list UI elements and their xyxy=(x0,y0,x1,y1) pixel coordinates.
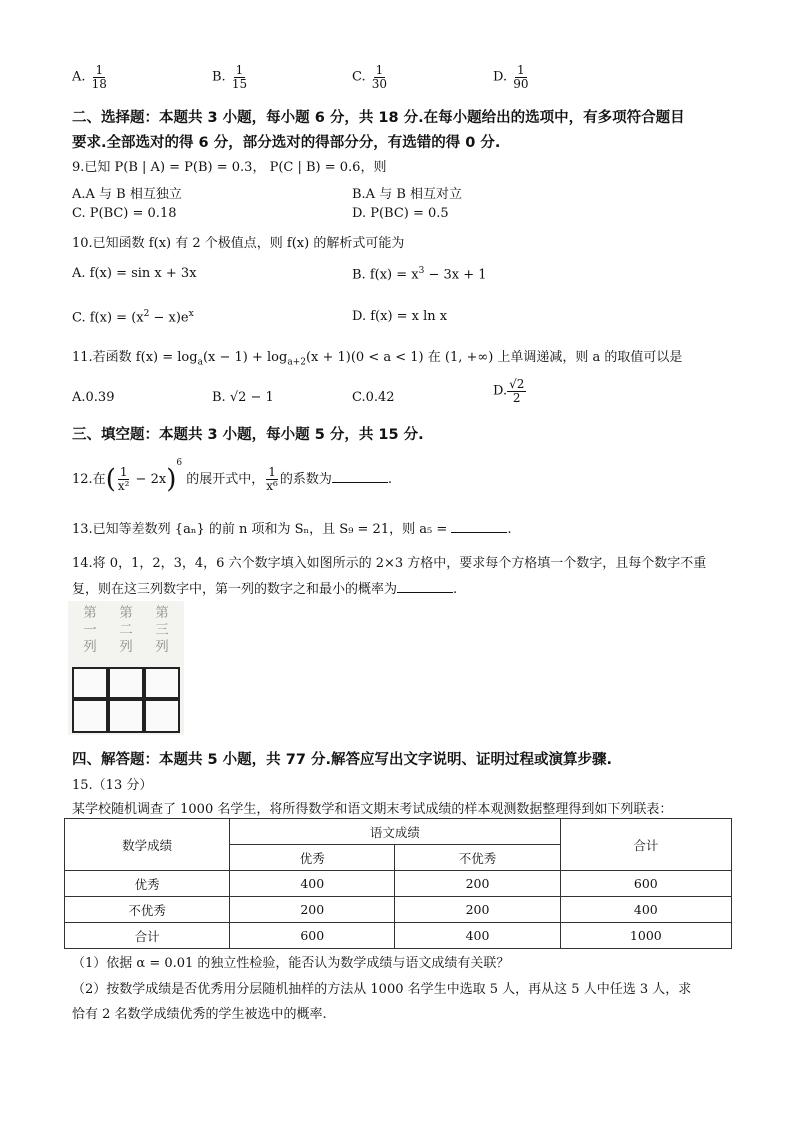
section2-heading-line1: 二、选择题：本题共 3 小题，每小题 6 分，共 18 分.在每小题给出的选项中，有多项符合题目 xyxy=(72,110,685,126)
grid-cell xyxy=(144,667,180,699)
q15-part2-line1: （2）按数学成绩是否优秀用分层随机抽样的方法从 1000 名学生中选取 5 人，再从这 5 人中任选 3 人，求 xyxy=(72,982,692,997)
q8-option-b xyxy=(212,64,249,90)
column-header: 第 三 列 xyxy=(155,605,169,655)
option-label: D. xyxy=(493,69,508,85)
q10-option-d: D. f(x) = x ln x xyxy=(352,309,448,324)
grid-cell xyxy=(144,699,180,733)
answer-blank xyxy=(451,520,507,533)
table-cell: 优秀 xyxy=(65,871,230,897)
q9-option-a: A.A 与 B 相互独立 xyxy=(72,187,182,202)
exponent: 6 xyxy=(176,458,183,468)
table-cell: 600 xyxy=(560,871,731,897)
fraction xyxy=(264,466,280,492)
option-c-prefix: C. f(x) = (x xyxy=(72,310,144,326)
table-row xyxy=(65,897,732,923)
section4-heading: 四、解答题：本题共 5 小题，共 77 分.解答应写出文字说明、证明过程或演算步骤. xyxy=(72,752,612,768)
column-header: 第 一 列 xyxy=(83,605,97,655)
table-cell: 400 xyxy=(560,897,731,923)
denominator: 15 xyxy=(231,76,248,91)
fraction xyxy=(90,64,109,90)
q11-option-c: C.0.42 xyxy=(352,390,395,405)
q14-line2 xyxy=(72,578,457,597)
q15-intro: 某学校随机调查了 1000 名学生，将所得数学和语文期末考试成绩的样本观测数据整理得到如下列联表： xyxy=(72,802,673,817)
option-label: D. xyxy=(493,383,508,399)
q10-option-c xyxy=(72,309,194,325)
denominator: 90 xyxy=(513,76,529,91)
q8-option-c xyxy=(352,64,389,90)
q14-end: . xyxy=(453,582,458,597)
table-cell: 200 xyxy=(230,897,395,923)
q11-option-d xyxy=(493,378,526,404)
q14-line1: 14.将 0，1，2，3，4，6 六个数字填入如图所示的 2×3 方格中，要求每个方格填一个数字，且每个数字不重 xyxy=(72,556,707,571)
numerator: 1 xyxy=(119,465,128,480)
fraction xyxy=(507,378,526,404)
q8-option-a xyxy=(72,64,109,90)
q10-stem: 10.已知函数 f(x) 有 2 个极值点，则 f(x) 的解析式可能为 xyxy=(72,236,405,251)
denominator: 18 xyxy=(91,76,107,91)
q11-stem xyxy=(72,346,682,368)
numerator: 1 xyxy=(517,63,525,77)
table-header-row xyxy=(65,819,732,845)
option-label: A. xyxy=(72,69,86,85)
q12-line xyxy=(72,458,392,493)
numerator: √2 xyxy=(509,377,525,391)
q14-line2-text: 复，则在这三列数字中，第一列的数字之和最小的概率为 xyxy=(72,582,398,597)
table-cell: 1000 xyxy=(560,923,731,949)
q12-mid: 的展开式中， xyxy=(186,472,265,487)
q13-line xyxy=(72,518,512,537)
subheader-excellent: 优秀 xyxy=(230,845,395,871)
q11-stem-pre: 11.若函数 f(x) = log xyxy=(72,350,198,365)
numerator: 1 xyxy=(95,63,104,77)
table-row xyxy=(65,871,732,897)
table-cell: 400 xyxy=(230,871,395,897)
exponent: x xyxy=(188,309,194,319)
exponent: 2 xyxy=(143,309,150,319)
denominator: 2 xyxy=(512,390,521,405)
q12-post: 的系数为 xyxy=(279,472,332,487)
grid-cell xyxy=(72,667,108,699)
q12-end: . xyxy=(387,472,392,487)
right-paren: ) xyxy=(166,464,177,495)
subheader-not-excellent: 不优秀 xyxy=(395,845,560,871)
fraction xyxy=(230,64,249,90)
q15-part2-line2: 恰有 2 名数学成绩优秀的学生被选中的概率. xyxy=(72,1007,327,1022)
fraction xyxy=(511,64,530,90)
option-c-mid: − x)e xyxy=(149,310,189,326)
q9-option-c: C. P(BC) = 0.18 xyxy=(72,206,177,221)
denominator: 30 xyxy=(371,76,388,91)
numerator: 1 xyxy=(375,63,384,77)
answer-blank xyxy=(332,470,388,483)
denominator: x² xyxy=(117,479,130,493)
q13-end: . xyxy=(507,522,512,537)
section3-heading: 三、填空题：本题共 3 小题，每小题 5 分，共 15 分. xyxy=(72,427,424,443)
q12-pre: 12.在 xyxy=(72,472,106,487)
q13-text: 13.已知等差数列 {aₙ} 的前 n 项和为 Sₙ，且 S₉ = 21，则 a₅ = xyxy=(72,522,448,537)
header-math: 数学成绩 xyxy=(65,819,230,871)
left-paren: ( xyxy=(105,464,116,495)
q10-option-a: A. f(x) = sin x + 3x xyxy=(72,266,197,281)
q14-grid-figure xyxy=(68,601,184,735)
log-base: a+2 xyxy=(287,357,306,368)
header-total: 合计 xyxy=(560,819,731,871)
q12-minus: − 2x xyxy=(131,472,167,487)
q11-stem-mid: (x − 1) + log xyxy=(202,350,288,365)
table-row xyxy=(65,923,732,949)
grid-cell xyxy=(72,699,108,733)
exponent: 3 xyxy=(418,266,425,276)
numerator: 1 xyxy=(268,465,276,480)
q11-option-b: B. √2 − 1 xyxy=(212,390,274,405)
fraction xyxy=(370,64,389,90)
denominator: x⁶ xyxy=(266,479,278,493)
q9-option-d: D. P(BC) = 0.5 xyxy=(352,206,449,221)
q11-option-a: A.0.39 xyxy=(72,390,115,405)
q15-part1: （1）依据 α = 0.01 的独立性检验，能否认为数学成绩与语文成绩有关联？ xyxy=(72,956,510,971)
grid-cell xyxy=(108,667,144,699)
header-chinese: 语文成绩 xyxy=(230,819,561,845)
option-b-suffix: − 3x + 1 xyxy=(424,267,487,283)
numerator: 1 xyxy=(235,63,244,77)
option-label: B. xyxy=(212,69,226,85)
fraction xyxy=(116,466,132,492)
table-cell: 不优秀 xyxy=(65,897,230,923)
table-cell: 200 xyxy=(395,871,560,897)
q9-option-b: B.A 与 B 相互对立 xyxy=(352,187,463,202)
table-cell: 400 xyxy=(395,923,560,949)
table-cell: 600 xyxy=(230,923,395,949)
q9-stem: 9.已知 P(B | A) = P(B) = 0.3， P(C | B) = 0.6，则 xyxy=(72,160,387,175)
section2-heading-line2: 要求.全部选对的得 6 分，部分选对的得部分分，有选错的得 0 分. xyxy=(72,135,501,151)
grid-cell xyxy=(108,699,144,733)
column-header: 第 二 列 xyxy=(119,605,133,655)
q15-title: 15.（13 分） xyxy=(72,778,153,793)
log-base: a xyxy=(197,357,203,368)
q10-option-b xyxy=(352,266,487,282)
answer-blank xyxy=(397,580,453,593)
table-cell: 合计 xyxy=(65,923,230,949)
table-cell: 200 xyxy=(395,897,560,923)
q8-option-d xyxy=(493,64,531,90)
contingency-table xyxy=(64,818,732,949)
option-label: C. xyxy=(352,69,366,85)
option-b-prefix: B. f(x) = x xyxy=(352,267,419,283)
q11-stem-post: (x + 1)(0 < a < 1) 在 (1, +∞) 上单调递减，则 a 的取值可以是 xyxy=(305,350,683,365)
